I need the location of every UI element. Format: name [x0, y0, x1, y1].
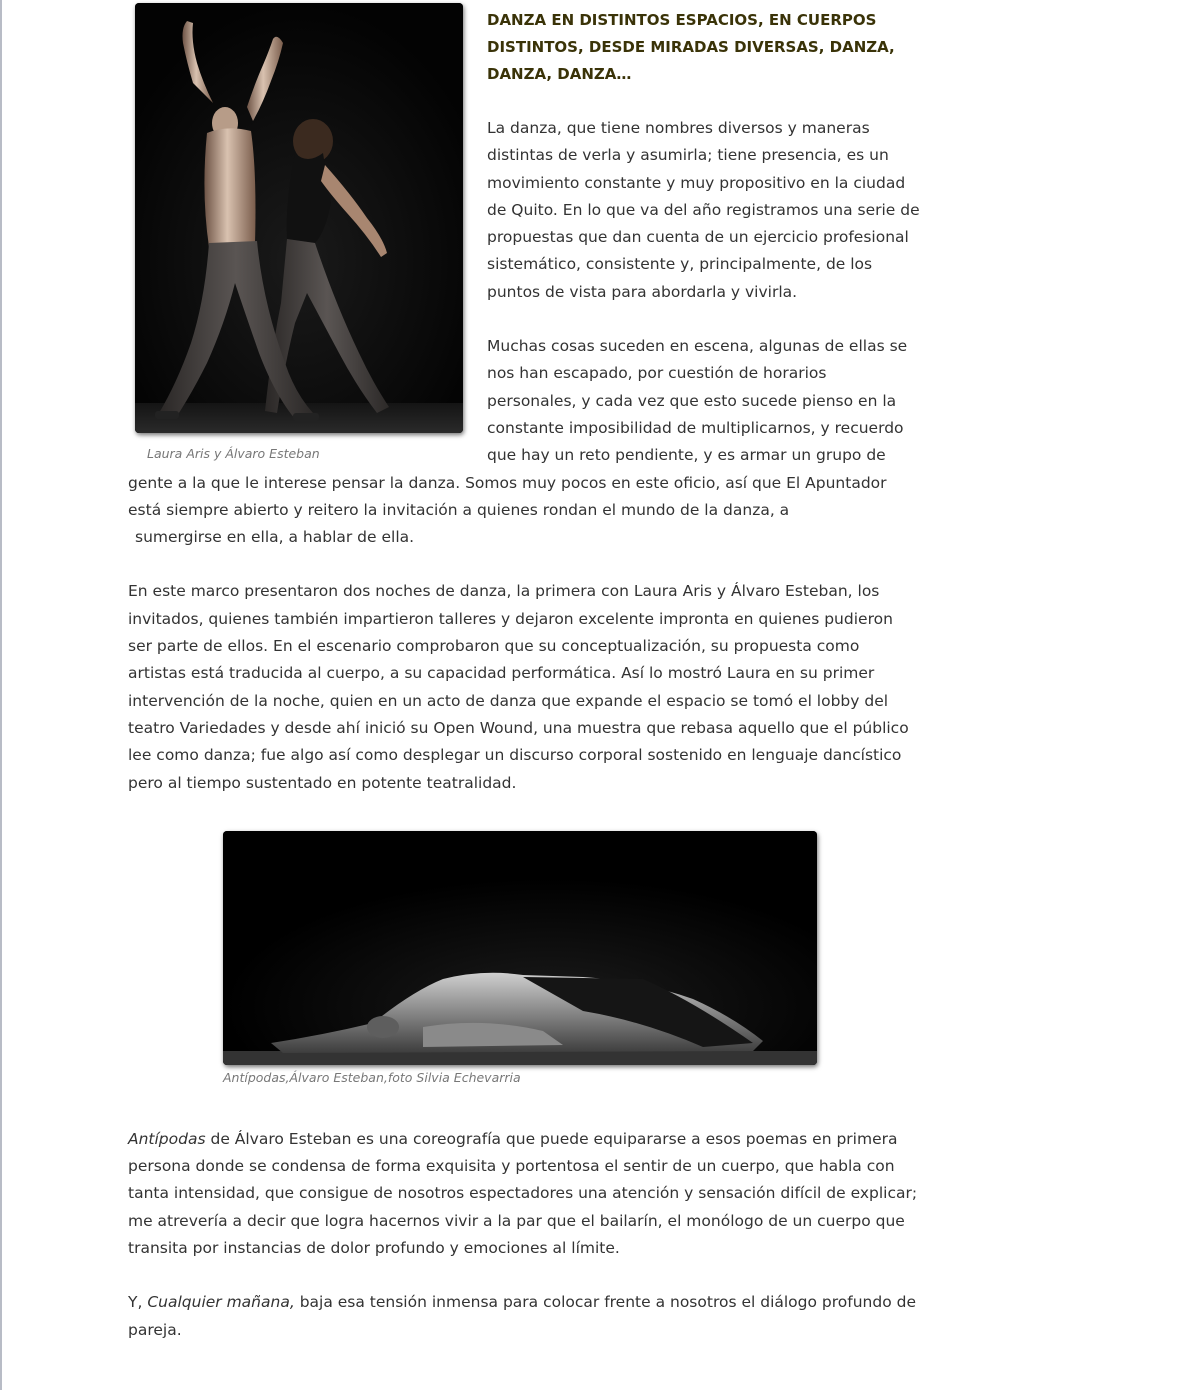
figure-antipodas [223, 831, 819, 1087]
paragraph-4-text: de Álvaro Esteban es una coreografía que puede equipararse a esos poemas en primera persona donde se condensa de forma exquisita y portentosa el sentir de un cuerpo, que habla con tanta intensidad, que consigue de nosotros espectadores una atención y sensación difícil de explicar; me atrevería a decir que logra hacernos vivir a la par que el bailarín, el monólogo de un cuerpo que transita por instancias de dolor profundo y emociones al límite. [128, 1129, 918, 1258]
work-title-antipodas: Antípodas [128, 1129, 206, 1148]
paragraph-4 [128, 1126, 920, 1262]
page-left-border [0, 0, 2, 1390]
paragraph-3: En este marco presentaron dos noches de danza, la primera con Laura Aris y Álvaro Esteban, los invitados, quienes también impartieron talleres y dejaron excelente impronta en quienes pudieron ser parte de ellos. En el escenario comprobaron que su conceptualización, su propuesta como artistas está traducida al cuerpo, a su capacidad performática. Así lo mostró Laura en su primer intervención de la noche, quien en un acto de danza que expande el espacio se tomó el lobby del teatro Variedades y desde ahí inició su Open Wound, una muestra que rebasa aquello que el público lee como danza; fue algo así como desplegar un discurso corporal sostenido en lenguaje dancístico pero al tiempo sustentado en potente teatralidad. [128, 582, 909, 792]
figure-caption: Laura Aris y Álvaro Esteban [147, 446, 320, 461]
paragraph-5 [128, 1289, 920, 1344]
paragraph-5-text: baja esa tensión inmensa para colocar frente a nosotros el diálogo profundo de pareja. [128, 1293, 916, 1339]
figure-caption: Antípodas,Álvaro Esteban,foto Silvia Echevarria [223, 1069, 521, 1085]
paragraph-1: La danza, que tiene nombres diversos y maneras distintas de verla y asumirla; tiene presencia, es un movimiento constante y muy propositivo en la ciudad de Quito. En lo que va del año registramos una serie de propuestas que dan cuenta de un ejercicio profesional sistemático, consistente y, principalmente, de los puntos de vista para abordarla y vivirla. [487, 119, 920, 301]
paragraph-2-continuation: sumergirse en ella, a hablar de ella. [135, 528, 415, 547]
article [128, 0, 920, 1344]
figure-dancers [135, 3, 465, 463]
dancers-photo-icon[interactable] [135, 3, 463, 433]
work-title-cualquier-manana: Cualquier mañana, [147, 1293, 295, 1312]
floor-dancer-photo-icon[interactable] [223, 831, 817, 1065]
paragraph-5-lead: Y, [128, 1293, 148, 1312]
article-headline: DANZA EN DISTINTOS ESPACIOS, EN CUERPOS DISTINTOS, DESDE MIRADAS DIVERSAS, DANZA, DANZA, DANZA… [487, 11, 895, 83]
paragraph-2: Muchas cosas suceden en escena, algunas de ellas se nos han escapado, por cuestión de horarios personales, y cada vez que esto sucede pienso en la constante imposibilidad de multiplicarnos, y recuerdo que hay un reto pendiente, y es armar un grupo de gente a la que le interese pensar la danza. Somos muy pocos en este oficio, así que El Apuntador está siempre abierto y reitero la invitación a quienes rondan el mundo de la danza, a [128, 337, 908, 519]
